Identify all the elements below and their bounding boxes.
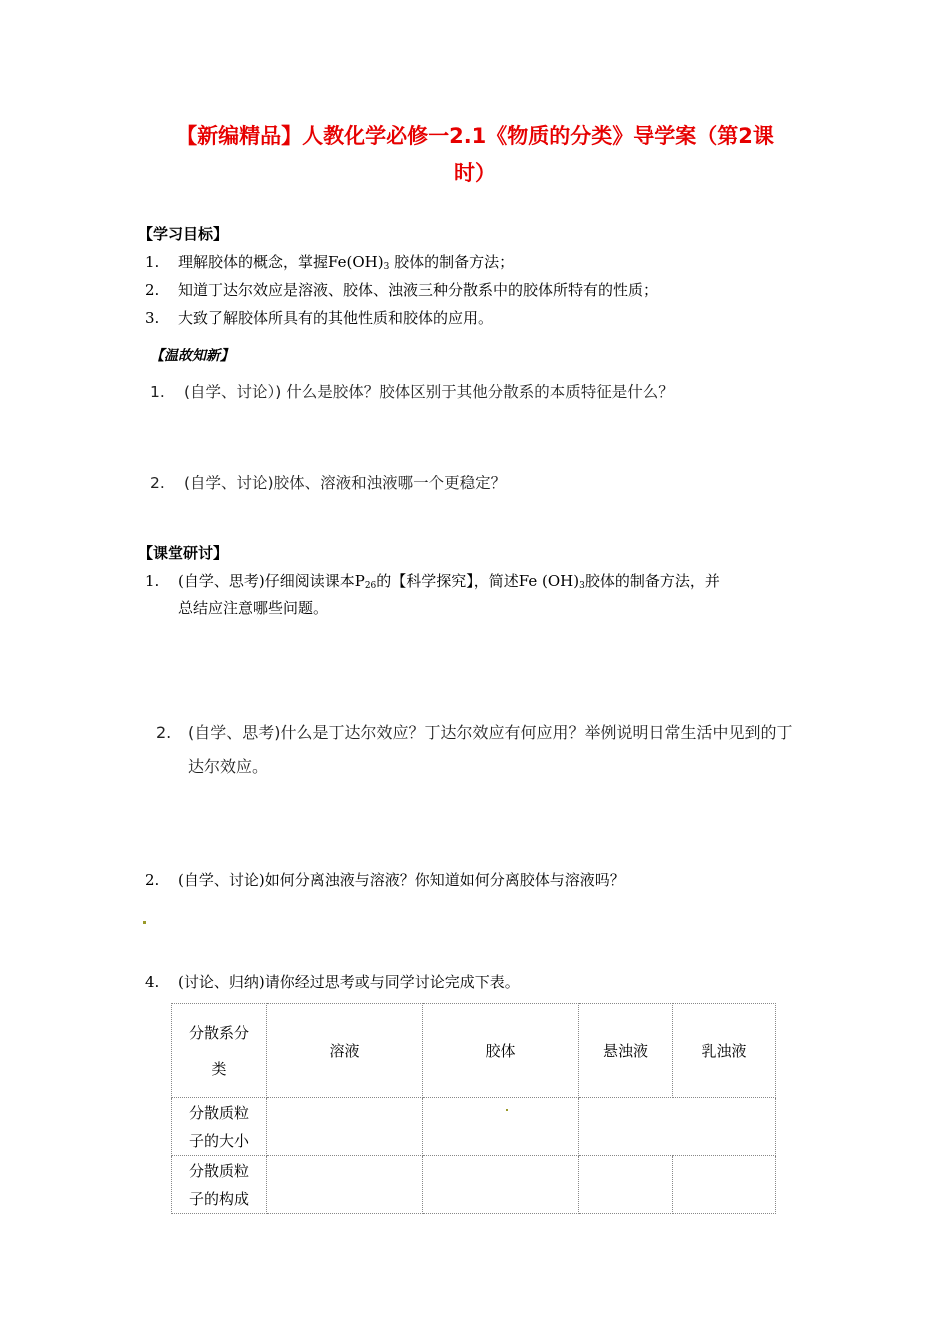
table-row-label: 分散质粒 子的构成 — [172, 1156, 267, 1214]
title-line-2: 时） — [454, 161, 496, 185]
table-header-cell: 胶体 — [423, 1004, 579, 1098]
speck — [143, 921, 146, 924]
table-cell — [423, 1098, 579, 1156]
table-row — [172, 1156, 776, 1214]
dispersion-table — [171, 1003, 776, 1214]
list-item: 2. (自学、思考)什么是丁达尔效应？丁达尔效应有何应用？举例说明日常生活中见到的丁 — [156, 723, 793, 742]
table-row — [172, 1004, 776, 1098]
table-cell — [579, 1098, 776, 1156]
goals-heading: 【学习目标】 — [138, 225, 229, 243]
table-header-cell: 溶液 — [267, 1004, 423, 1098]
list-item: 2. (自学、讨论)如何分离浊液与溶液？你知道如何分离胶体与溶液吗？ — [145, 871, 625, 889]
preview-heading: 【温故知新】 — [150, 348, 234, 364]
list-item: 1. (自学、思考)仔细阅读课本$P_{26}$的【科学探究】，简述Fe $(OH)_3$胶体的制备方法，并 — [145, 572, 720, 591]
table-cell — [673, 1156, 776, 1214]
title-line-1: 【新编精品】人教化学必修一2.1《物质的分类》导学案（第2课 — [176, 124, 774, 148]
table-header-cell: 分散系分 类 — [172, 1004, 267, 1098]
table-cell — [267, 1098, 423, 1156]
table-row — [172, 1098, 776, 1156]
list-item: 2. (自学、讨论)胶体、溶液和浊液哪一个更稳定？ — [150, 474, 507, 492]
table-header-cell: 乳浊液 — [673, 1004, 776, 1098]
list-item: 1. 理解胶体的概念，掌握$Fe(OH)_3$ 胶体的制备方法； — [145, 253, 515, 272]
list-item: 4. (讨论、归纳)请你经过思考或与同学讨论完成下表。 — [145, 973, 520, 991]
table-cell — [423, 1156, 579, 1214]
table-header-cell: 悬浊液 — [579, 1004, 673, 1098]
list-item-continuation: 总结应注意哪些问题。 — [178, 599, 329, 617]
page-title — [100, 118, 850, 192]
table-cell — [579, 1156, 673, 1214]
list-item: 3. 大致了解胶体所具有的其他性质和胶体的应用。 — [145, 309, 494, 327]
list-item: 2. 知道丁达尔效应是溶液、胶体、浊液三种分散系中的胶体所特有的性质； — [145, 281, 659, 299]
table-row-label: 分散质粒 子的大小 — [172, 1098, 267, 1156]
class-heading: 【课堂研讨】 — [138, 544, 229, 562]
list-item-continuation: 达尔效应。 — [188, 757, 269, 776]
list-item: 1. (自学、讨论）) 什么是胶体？胶体区别于其他分散系的本质特征是什么？ — [150, 383, 674, 401]
table-cell — [267, 1156, 423, 1214]
